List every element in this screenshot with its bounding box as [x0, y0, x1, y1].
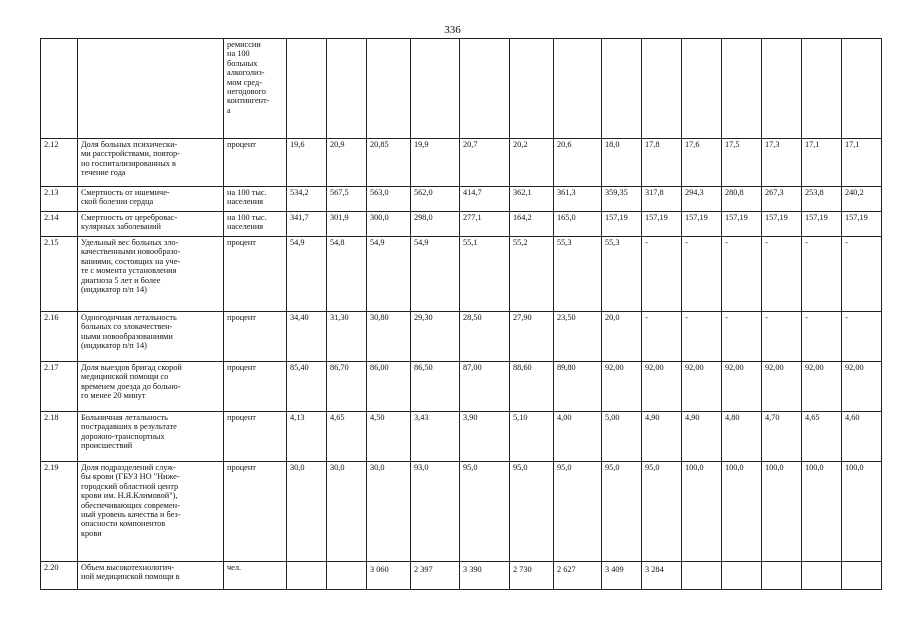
- value-cell: 55,3: [554, 237, 602, 312]
- value-cell: 157,19: [642, 212, 682, 237]
- value-cell: 563,0: [367, 187, 411, 212]
- indicator-name-line: дорожно-транспортных: [81, 431, 165, 441]
- value-cell: 4,65: [327, 412, 367, 462]
- row-number: 2.20: [41, 562, 78, 590]
- unit-line: ремиссии: [227, 40, 261, 49]
- value-cell: 100,0: [682, 462, 722, 562]
- value-cell: 19,9: [411, 139, 460, 187]
- value-cell: 4,90: [642, 412, 682, 462]
- value-cell: 88,60: [510, 362, 554, 412]
- value-cell: 341,7: [287, 212, 327, 237]
- indicator-name-line: ный уровень качества и без-: [81, 510, 181, 520]
- value-cell: 95,0: [460, 462, 510, 562]
- value-cell: 85,40: [287, 362, 327, 412]
- unit-line: контингент-: [227, 96, 270, 106]
- indicator-name: [78, 187, 224, 212]
- value-cell: 92,00: [602, 362, 642, 412]
- value-cell: 534,2: [287, 187, 327, 212]
- unit-line: процент: [227, 463, 256, 472]
- unit-of-measure: [224, 362, 287, 412]
- table-row: [41, 412, 882, 462]
- value-cell: [722, 39, 762, 139]
- value-cell: 317,8: [642, 187, 682, 212]
- value-cell: 54,8: [327, 237, 367, 312]
- value-cell: 20,85: [367, 139, 411, 187]
- value-cell: 55,3: [602, 237, 642, 312]
- unit-line: населения: [227, 222, 264, 232]
- unit-line: процент: [227, 413, 256, 422]
- indicator-name-line: Удельный вес больных зло-: [81, 238, 179, 247]
- value-cell: 87,00: [460, 362, 510, 412]
- unit-line: на 100 тыс.: [227, 213, 267, 222]
- value-cell: [411, 39, 460, 139]
- value-cell: 23,50: [554, 312, 602, 362]
- indicator-name-line: Смертность от цереброваc-: [81, 213, 178, 222]
- indicator-name-line: происшествий: [81, 441, 133, 451]
- unit-line: на 100 тыс.: [227, 188, 267, 197]
- table-row: [41, 362, 882, 412]
- value-cell: 3,43: [411, 412, 460, 462]
- unit-line: процент: [227, 313, 256, 322]
- value-cell: -: [762, 312, 802, 362]
- indicator-name-line: го менее 20 минут: [81, 391, 146, 401]
- indicator-name-line: Смертность от ишемиче-: [81, 188, 170, 197]
- value-cell: 4,70: [762, 412, 802, 462]
- value-cell: 30,0: [367, 462, 411, 562]
- value-cell: 157,19: [802, 212, 842, 237]
- value-cell: 3 409: [602, 562, 642, 590]
- indicator-name-line: но госпитализированных в: [81, 158, 176, 168]
- unit-of-measure: [224, 212, 287, 237]
- indicator-name: [78, 362, 224, 412]
- value-cell: [510, 39, 554, 139]
- value-cell: 3 284: [642, 562, 682, 590]
- value-cell: 157,19: [842, 212, 882, 237]
- value-cell: 54,9: [287, 237, 327, 312]
- value-cell: 4,13: [287, 412, 327, 462]
- value-cell: 20,7: [460, 139, 510, 187]
- indicators-table: [40, 38, 882, 590]
- value-cell: -: [642, 312, 682, 362]
- indicator-name-line: обеспечивающих современ-: [81, 500, 180, 510]
- value-cell: 30,0: [327, 462, 367, 562]
- indicator-name-line: ской болезни сердца: [81, 197, 154, 207]
- indicator-name: [78, 237, 224, 312]
- value-cell: 28,50: [460, 312, 510, 362]
- value-cell: 277,1: [460, 212, 510, 237]
- value-cell: 294,3: [682, 187, 722, 212]
- indicator-name-line: диагноза 5 лет и более: [81, 275, 161, 285]
- value-cell: [554, 39, 602, 139]
- indicator-name-line: Доля подразделений служ-: [81, 463, 176, 472]
- value-cell: 240,2: [842, 187, 882, 212]
- indicator-name: [78, 412, 224, 462]
- value-cell: 93,0: [411, 462, 460, 562]
- indicator-name-line: (индикатор п/п 14): [81, 341, 147, 351]
- indicator-name-line: временем доезда до больно-: [81, 381, 181, 391]
- unit-line: мом сред-: [227, 77, 262, 87]
- value-cell: 359,35: [602, 187, 642, 212]
- value-cell: 414,7: [460, 187, 510, 212]
- unit-of-measure: [224, 562, 287, 590]
- unit-of-measure: [224, 39, 287, 139]
- value-cell: 100,0: [802, 462, 842, 562]
- value-cell: 92,00: [842, 362, 882, 412]
- indicator-name: [78, 462, 224, 562]
- value-cell: 164,2: [510, 212, 554, 237]
- value-cell: -: [802, 312, 842, 362]
- value-cell: 89,80: [554, 362, 602, 412]
- indicator-name-line: ными новообразованиями: [81, 331, 173, 341]
- value-cell: 4,80: [722, 412, 762, 462]
- table-row: [41, 39, 882, 139]
- value-cell: -: [722, 237, 762, 312]
- unit-line: чел.: [227, 563, 242, 572]
- table-row: [41, 187, 882, 212]
- value-cell: [287, 39, 327, 139]
- value-cell: 95,0: [642, 462, 682, 562]
- table-row: [41, 462, 882, 562]
- value-cell: 54,9: [367, 237, 411, 312]
- value-cell: 54,9: [411, 237, 460, 312]
- value-cell: 30,0: [287, 462, 327, 562]
- value-cell: 92,00: [802, 362, 842, 412]
- value-cell: [367, 39, 411, 139]
- value-cell: 17,1: [802, 139, 842, 187]
- value-cell: 361,3: [554, 187, 602, 212]
- value-cell: 165,0: [554, 212, 602, 237]
- indicator-name-line: Больничная летальность: [81, 413, 168, 422]
- value-cell: 267,3: [762, 187, 802, 212]
- unit-of-measure: [224, 312, 287, 362]
- value-cell: 31,30: [327, 312, 367, 362]
- indicator-name-line: Доля больных психически-: [81, 140, 178, 149]
- value-cell: -: [722, 312, 762, 362]
- value-cell: 30,80: [367, 312, 411, 362]
- row-number: 2.15: [41, 237, 78, 312]
- value-cell: 157,19: [602, 212, 642, 237]
- unit-line: процент: [227, 140, 256, 149]
- value-cell: [722, 562, 762, 590]
- unit-of-measure: [224, 187, 287, 212]
- value-cell: -: [682, 237, 722, 312]
- value-cell: 300,0: [367, 212, 411, 237]
- unit-of-measure: [224, 412, 287, 462]
- value-cell: [842, 39, 882, 139]
- indicator-name-line: ной медицинской помощи в: [81, 572, 180, 582]
- value-cell: 20,6: [554, 139, 602, 187]
- value-cell: 95,0: [554, 462, 602, 562]
- unit-line: а: [227, 105, 231, 115]
- indicator-name-line: крови: [81, 528, 102, 538]
- indicator-name-line: качественными новообразо-: [81, 247, 181, 257]
- unit-of-measure: [224, 462, 287, 562]
- row-number: [41, 39, 78, 139]
- value-cell: [602, 39, 642, 139]
- table-row: [41, 562, 882, 590]
- value-cell: [287, 562, 327, 590]
- indicator-name: [78, 212, 224, 237]
- value-cell: 17,5: [722, 139, 762, 187]
- value-cell: 55,1: [460, 237, 510, 312]
- unit-of-measure: [224, 237, 287, 312]
- unit-line: процент: [227, 238, 256, 247]
- row-number: 2.19: [41, 462, 78, 562]
- value-cell: 253,8: [802, 187, 842, 212]
- value-cell: -: [842, 237, 882, 312]
- value-cell: [642, 39, 682, 139]
- indicator-name: [78, 312, 224, 362]
- value-cell: [460, 39, 510, 139]
- value-cell: 5,00: [602, 412, 642, 462]
- value-cell: 4,65: [802, 412, 842, 462]
- value-cell: 3 060: [367, 562, 411, 590]
- page-number: 336: [444, 24, 461, 36]
- indicator-name-line: пострадавших в результате: [81, 422, 177, 432]
- indicator-name-line: Объем высокотехнологич-: [81, 563, 175, 572]
- value-cell: 3 390: [460, 562, 510, 590]
- value-cell: 29,30: [411, 312, 460, 362]
- value-cell: 86,00: [367, 362, 411, 412]
- value-cell: 157,19: [762, 212, 802, 237]
- row-number: 2.18: [41, 412, 78, 462]
- value-cell: 19,6: [287, 139, 327, 187]
- indicator-name-line: медицинской помощи со: [81, 372, 169, 382]
- value-cell: [762, 562, 802, 590]
- value-cell: 100,0: [722, 462, 762, 562]
- value-cell: 4,60: [842, 412, 882, 462]
- indicator-name-line: Доля выездов бригад скорой: [81, 363, 182, 372]
- table-row: [41, 237, 882, 312]
- value-cell: 362,1: [510, 187, 554, 212]
- row-number: 2.16: [41, 312, 78, 362]
- value-cell: 298,0: [411, 212, 460, 237]
- indicator-name-line: крови им. Н.Я.Климовой"),: [81, 491, 178, 501]
- value-cell: 95,0: [602, 462, 642, 562]
- value-cell: [327, 39, 367, 139]
- value-cell: 92,00: [722, 362, 762, 412]
- value-cell: 95,0: [510, 462, 554, 562]
- value-cell: 20,0: [602, 312, 642, 362]
- table-row: [41, 312, 882, 362]
- unit-line: алкоголиз-: [227, 68, 265, 78]
- value-cell: 34,40: [287, 312, 327, 362]
- value-cell: 100,0: [842, 462, 882, 562]
- value-cell: 17,1: [842, 139, 882, 187]
- value-cell: 92,00: [642, 362, 682, 412]
- value-cell: 157,19: [682, 212, 722, 237]
- indicator-name: [78, 562, 224, 590]
- value-cell: -: [642, 237, 682, 312]
- indicator-name-line: течение года: [81, 168, 126, 178]
- value-cell: 157,19: [722, 212, 762, 237]
- unit-line: негодового: [227, 87, 266, 97]
- value-cell: 17,3: [762, 139, 802, 187]
- unit-line: процент: [227, 363, 256, 372]
- unit-of-measure: [224, 139, 287, 187]
- unit-line: на 100: [227, 49, 250, 59]
- value-cell: -: [762, 237, 802, 312]
- value-cell: -: [802, 237, 842, 312]
- value-cell: [842, 562, 882, 590]
- value-cell: 2 627: [554, 562, 602, 590]
- row-number: 2.17: [41, 362, 78, 412]
- indicator-name-line: те с момента установления: [81, 266, 177, 276]
- table-row: [41, 139, 882, 187]
- value-cell: 55,2: [510, 237, 554, 312]
- value-cell: 17,8: [642, 139, 682, 187]
- value-cell: 4,50: [367, 412, 411, 462]
- value-cell: [682, 562, 722, 590]
- indicator-name-line: больных со злокачествен-: [81, 322, 173, 332]
- value-cell: [802, 39, 842, 139]
- row-number: 2.12: [41, 139, 78, 187]
- indicator-name-line: опасности компонентов: [81, 519, 166, 529]
- value-cell: 280,8: [722, 187, 762, 212]
- value-cell: [682, 39, 722, 139]
- value-cell: 100,0: [762, 462, 802, 562]
- value-cell: 2 397: [411, 562, 460, 590]
- value-cell: -: [842, 312, 882, 362]
- value-cell: 18,0: [602, 139, 642, 187]
- value-cell: 20,9: [327, 139, 367, 187]
- indicator-name-line: (индикатор п/п 14): [81, 285, 147, 295]
- indicator-name-line: ми расстройствами, повтор-: [81, 149, 180, 159]
- value-cell: 2 730: [510, 562, 554, 590]
- row-number: 2.14: [41, 212, 78, 237]
- table-row: [41, 212, 882, 237]
- value-cell: 3,90: [460, 412, 510, 462]
- value-cell: 27,90: [510, 312, 554, 362]
- value-cell: 92,00: [762, 362, 802, 412]
- value-cell: 86,70: [327, 362, 367, 412]
- indicator-name-line: городский областной центр: [81, 481, 179, 491]
- value-cell: 4,00: [554, 412, 602, 462]
- value-cell: 567,5: [327, 187, 367, 212]
- indicator-name: [78, 139, 224, 187]
- value-cell: 301,9: [327, 212, 367, 237]
- value-cell: 4,90: [682, 412, 722, 462]
- value-cell: 17,6: [682, 139, 722, 187]
- indicator-name-line: кулярных заболеваний: [81, 222, 161, 232]
- value-cell: 562,0: [411, 187, 460, 212]
- value-cell: 86,50: [411, 362, 460, 412]
- indicator-name-line: бы крови (ГБУЗ НО "Ниже-: [81, 472, 180, 482]
- value-cell: -: [682, 312, 722, 362]
- value-cell: [802, 562, 842, 590]
- unit-line: населения: [227, 197, 264, 207]
- value-cell: [762, 39, 802, 139]
- indicator-name-line: Одногодичная летальность: [81, 313, 177, 322]
- value-cell: 5,10: [510, 412, 554, 462]
- unit-line: больных: [227, 58, 258, 68]
- indicator-name-line: ваниями, состоящих на уче-: [81, 256, 181, 266]
- row-number: 2.13: [41, 187, 78, 212]
- value-cell: [327, 562, 367, 590]
- indicator-name: [78, 39, 224, 139]
- value-cell: 20,2: [510, 139, 554, 187]
- value-cell: 92,00: [682, 362, 722, 412]
